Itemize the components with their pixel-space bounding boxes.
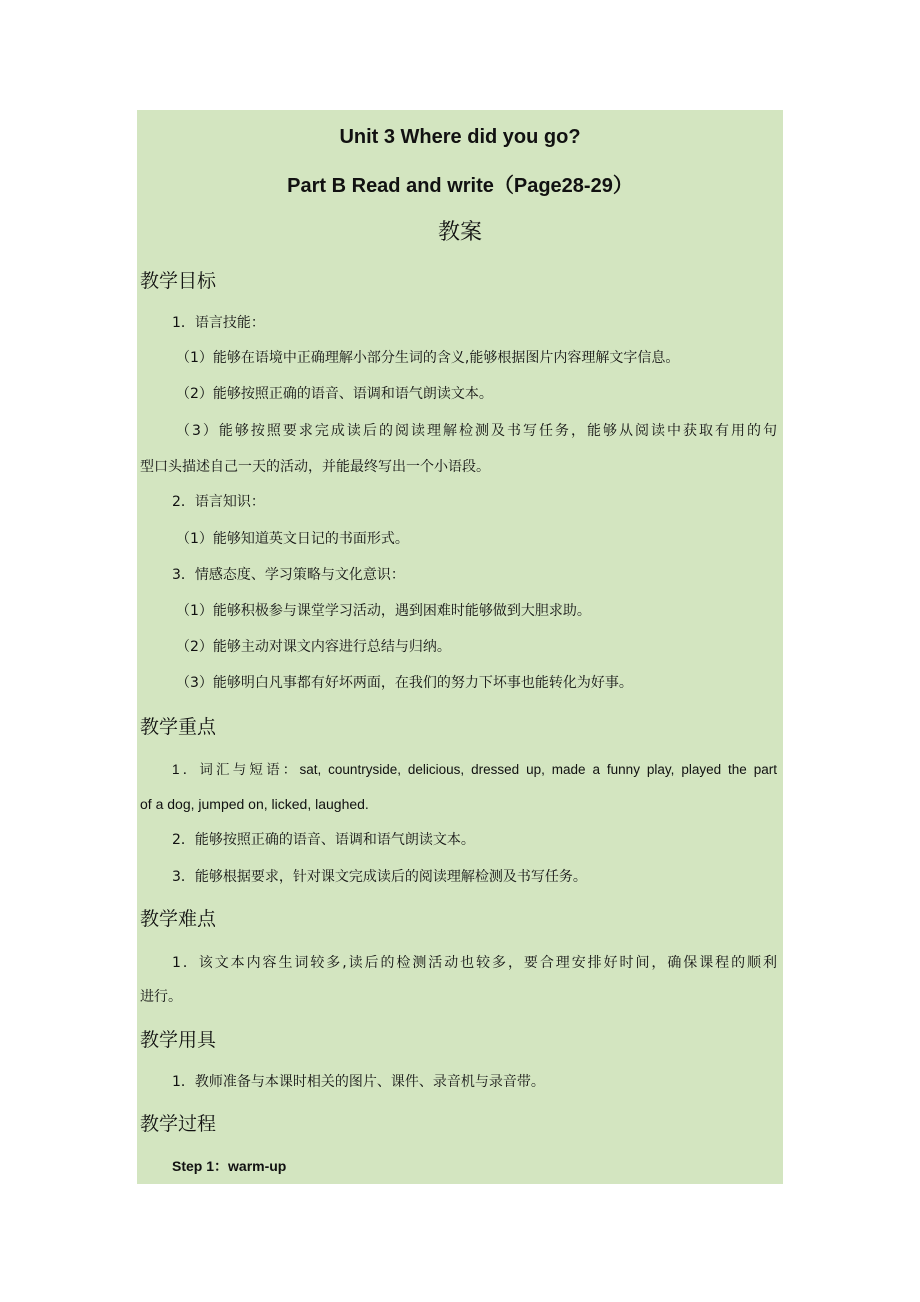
paragraph: （1）能够知道英文日记的书面形式。: [176, 531, 409, 547]
section-heading: 教学重点: [140, 716, 217, 738]
paragraph: 1．教师准备与本课时相关的图片、课件、录音机与录音带。: [172, 1074, 545, 1090]
paragraph: 1．词汇与短语：sat, countryside, delicious, dressed up, made a funny play, played the part: [172, 762, 777, 777]
paragraph: 1．该文本内容生词较多,读后的检测活动也较多，要合理安排好时间，确保课程的顺利: [172, 955, 777, 971]
paragraph: 型口头描述自己一天的活动，并能最终写出一个小语段。: [140, 459, 490, 475]
doc-subtitle: Part B Read and write（Page28-29）: [287, 175, 633, 197]
section-heading: 教学目标: [140, 270, 217, 292]
paragraph: （3）能够按照要求完成读后的阅读理解检测及书写任务，能够从阅读中获取有用的句: [176, 423, 777, 439]
document-page: [137, 110, 783, 1184]
section-heading: 教学用具: [140, 1029, 217, 1051]
paragraph: 1．语言技能：: [172, 315, 265, 331]
paragraph: 进行。: [140, 989, 182, 1005]
paragraph: （2）能够主动对课文内容进行总结与归纳。: [176, 639, 451, 655]
section-heading: 教学过程: [140, 1113, 217, 1135]
doc-title: Unit 3 Where did you go?: [339, 126, 581, 148]
paragraph: （1）能够在语境中正确理解小部分生词的含义,能够根据图片内容理解文字信息。: [176, 350, 680, 366]
paragraph: 3．情感态度、学习策略与文化意识：: [172, 567, 405, 583]
doc-type: 教案: [437, 220, 482, 245]
paragraph: 2．能够按照正确的语音、语调和语气朗读文本。: [172, 832, 475, 848]
paragraph: （3）能够明白凡事都有好坏两面，在我们的努力下坏事也能转化为好事。: [176, 675, 633, 691]
section-heading: 教学难点: [140, 908, 217, 930]
step-label: Step 1：warm-up: [172, 1158, 287, 1174]
paragraph: （1）能够积极参与课堂学习活动，遇到困难时能够做到大胆求助。: [176, 603, 591, 619]
paragraph: of a dog, jumped on, licked, laughed.: [140, 796, 369, 812]
paragraph: 2．语言知识：: [172, 494, 265, 510]
paragraph: （2）能够按照正确的语音、语调和语气朗读文本。: [176, 386, 493, 402]
paragraph: 3．能够根据要求，针对课文完成读后的阅读理解检测及书写任务。: [172, 869, 587, 885]
